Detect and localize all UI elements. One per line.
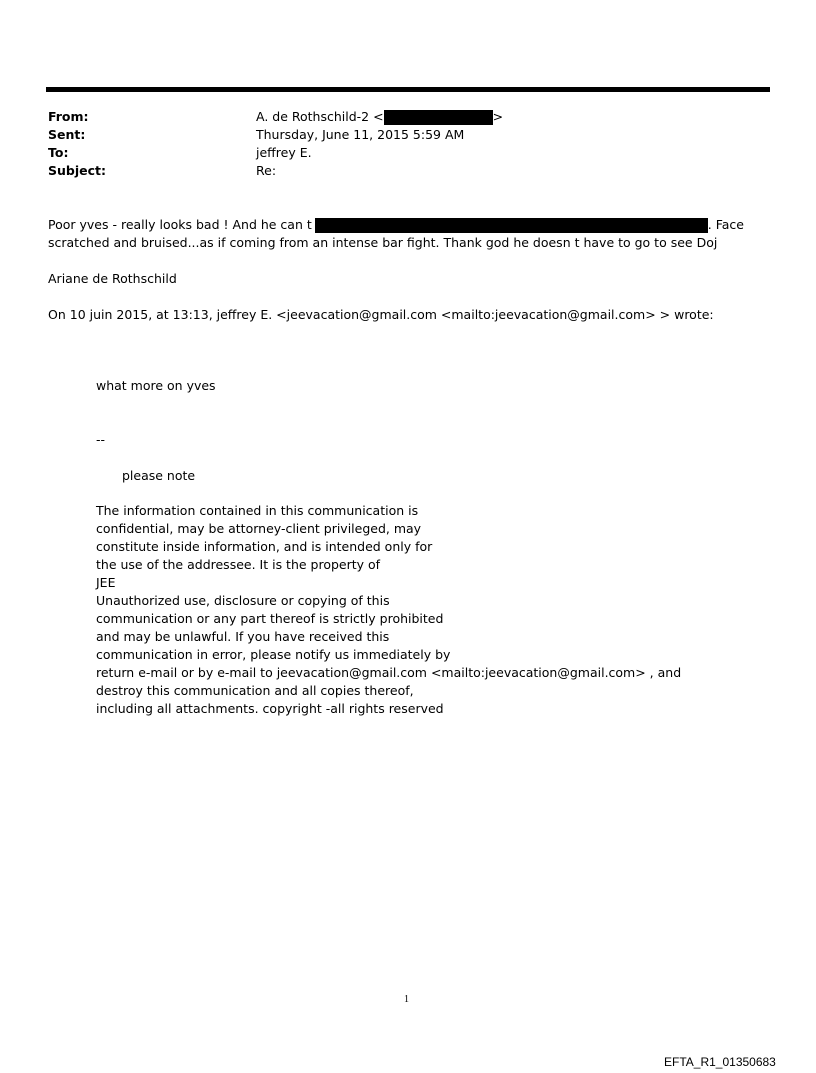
header-rule (46, 87, 770, 92)
disclaimer-line: the use of the addressee. It is the property of (96, 557, 381, 572)
from-close: > (492, 109, 504, 124)
disclaimer-line: The information contained in this communication is (96, 503, 419, 518)
disclaimer-line: confidential, may be attorney-client privileged, may (96, 521, 422, 536)
subject-value: Re: (256, 163, 277, 178)
disclaimer-line: destroy this communication and all copies thereof, (96, 683, 414, 698)
sent-label: Sent: (48, 127, 86, 142)
quote-header: On 10 juin 2015, at 13:13, jeffrey E. <jeevacation@gmail.com <mailto:jeevacation@gmail.com> > wrote: (48, 307, 714, 322)
disclaimer-line: JEE (96, 575, 116, 590)
redaction-box (384, 110, 493, 125)
quoted-message: what more on yves (96, 378, 216, 393)
please-note: please note (122, 468, 196, 483)
to-value: jeffrey E. (256, 145, 312, 160)
disclaimer-line: and may be unlawful. If you have received this (96, 629, 390, 644)
disclaimer-line: communication or any part thereof is strictly prohibited (96, 611, 444, 626)
from-name: A. de Rothschild-2 < (256, 109, 384, 124)
signature: Ariane de Rothschild (48, 271, 177, 286)
body-line-1-start: Poor yves - really looks bad ! And he can t (48, 217, 312, 232)
disclaimer-line: communication in error, please notify us immediately by (96, 647, 451, 662)
body-line-2: scratched and bruised...as if coming from an intense bar fight. Thank god he doesn t have to go to see Doj (48, 235, 718, 250)
signature-separator: -- (96, 432, 106, 447)
from-value (256, 108, 503, 126)
disclaimer-line: constitute inside information, and is intended only for (96, 539, 433, 554)
sent-value: Thursday, June 11, 2015 5:59 AM (256, 127, 465, 142)
body-line-1-end: . Face (707, 217, 744, 232)
disclaimer-line: including all attachments. copyright -all rights reserved (96, 701, 444, 716)
disclaimer-line: Unauthorized use, disclosure or copying of this (96, 593, 390, 608)
page-number: 1 (404, 994, 409, 1005)
body-line-1 (48, 216, 744, 234)
subject-label: Subject: (48, 163, 106, 178)
document-id: EFTA_R1_01350683 (664, 1055, 776, 1069)
disclaimer-line: return e-mail or by e-mail to jeevacation@gmail.com <mailto:jeevacation@gmail.com> , and (96, 665, 682, 680)
to-label: To: (48, 145, 69, 160)
redaction-box (315, 218, 708, 233)
from-label: From: (48, 109, 89, 124)
